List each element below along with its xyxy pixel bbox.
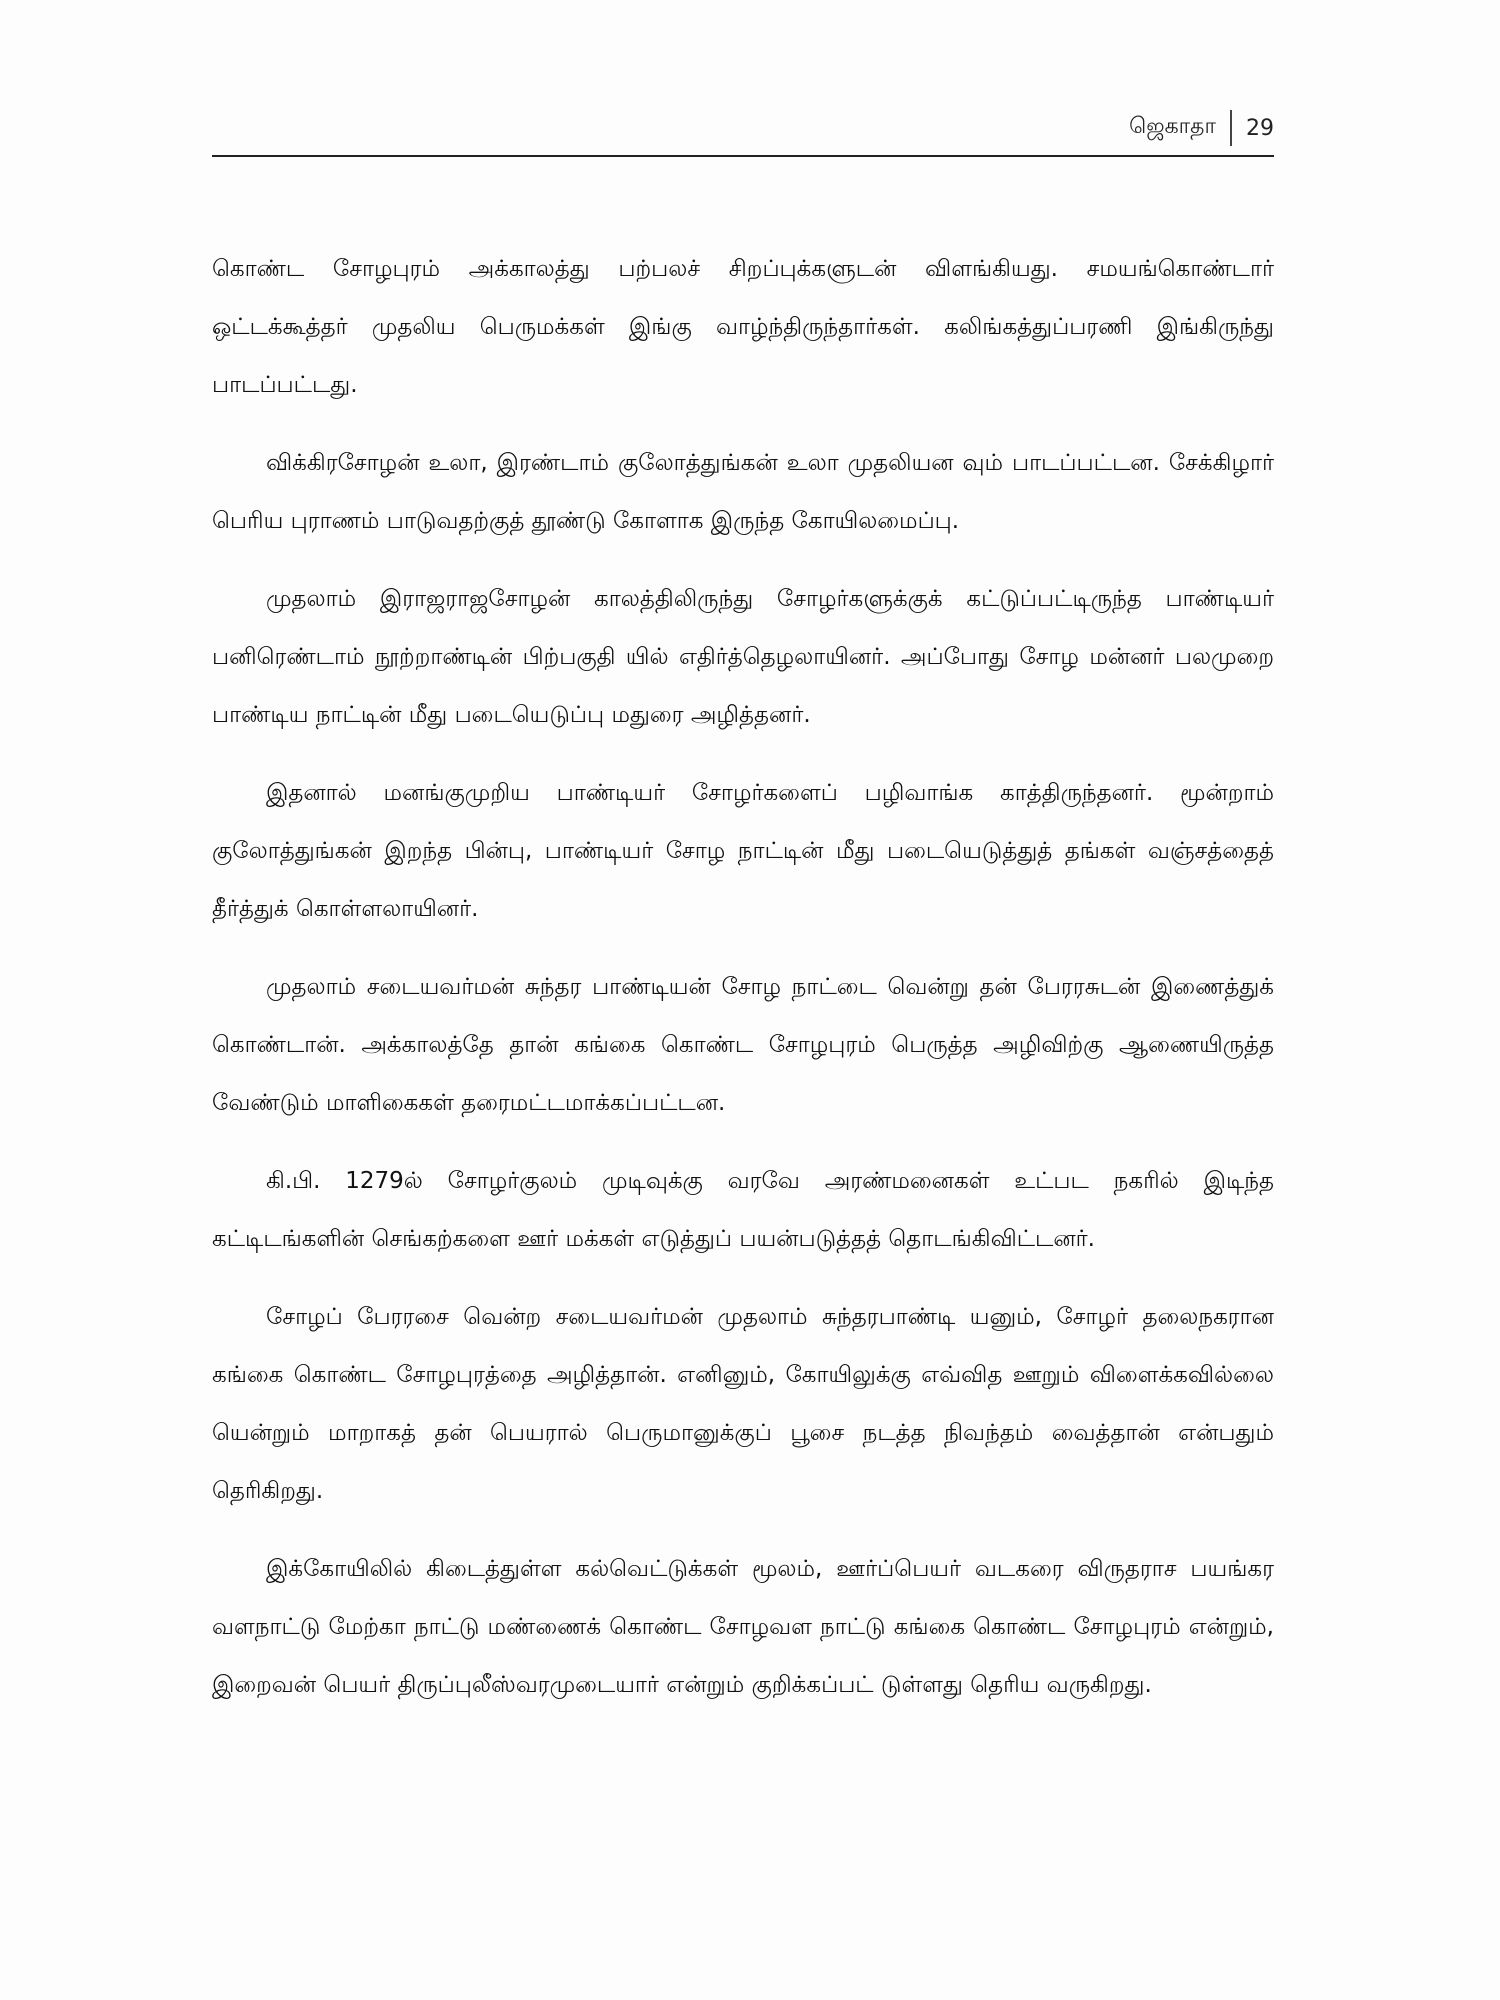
paragraph-3: முதலாம் இராஜராஜசோழன் காலத்திலிருந்து சோழர்களுக்குக் கட்டுப்பட்டிருந்த பாண்டியர் பனிரெண்டாம் நூற்றாண்டின் பிற்பகுதி யில் எதிர்த்தெழலாயினர். அப்போது சோழ மன்னர் பலமுறை பாண்டிய நாட்டின் மீது படையெடுப்பு மதுரை அழித்தனர்.: [212, 586, 1274, 728]
body-text: [212, 240, 1274, 1734]
paragraph-7: சோழப் பேரரசை வென்ற சடையவர்மன் முதலாம் சுந்தரபாண்டி யனும், சோழர் தலைநகரான கங்கை கொண்ட சோழபுரத்தை அழித்தான். எனினும், கோயிலுக்கு எவ்வித ஊறும் விளைக்கவில்லை யென்றும் மாறாகத் தன் பெயரால் பெருமானுக்குப் பூசை நடத்த நிவந்தம் வைத்தான் என்பதும் தெரிகிறது.: [212, 1304, 1274, 1504]
header-separator: [1230, 110, 1232, 146]
paragraph-4: இதனால் மனங்குமுறிய பாண்டியர் சோழர்களைப் பழிவாங்க காத்திருந்தனர். மூன்றாம் குலோத்துங்கன் இறந்த பின்பு, பாண்டியர் சோழ நாட்டின் மீது படையெடுத்துத் தங்கள் வஞ்சத்தைத் தீர்த்துக் கொள்ளலாயினர்.: [212, 780, 1274, 922]
paragraph-6: கி.பி. 1279ல் சோழர்குலம் முடிவுக்கு வரவே அரண்மனைகள் உட்பட நகரில் இடிந்த கட்டிடங்களின் செங்கற்களை ஊர் மக்கள் எடுத்துப் பயன்படுத்தத் தொடங்கிவிட்டனர்.: [212, 1168, 1274, 1252]
paragraph-2: விக்கிரசோழன் உலா, இரண்டாம் குலோத்துங்கன் உலா முதலியன வும் பாடப்பட்டன. சேக்கிழார் பெரிய புராணம் பாடுவதற்குத் தூண்டு கோளாக இருந்த கோயிலமைப்பு.: [212, 450, 1274, 534]
page-number: 29: [1246, 115, 1274, 141]
paragraph-1: கொண்ட சோழபுரம் அக்காலத்து பற்பலச் சிறப்புக்களுடன் விளங்கியது. சமயங்கொண்டார் ஒட்டக்கூத்தர் முதலிய பெருமக்கள் இங்கு வாழ்ந்திருந்தார்கள். கலிங்கத்துப்பரணி இங்கிருந்து பாடப்பட்டது.: [212, 256, 1274, 398]
running-header: [212, 108, 1274, 148]
running-header-title: ஜெகாதா: [1129, 114, 1216, 139]
paragraph-8: இக்கோயிலில் கிடைத்துள்ள கல்வெட்டுக்கள் மூலம், ஊர்ப்பெயர் வடகரை விருதராச பயங்கர வளநாட்டு மேற்கா நாட்டு மண்ணைக் கொண்ட சோழவள நாட்டு கங்கை கொண்ட சோழபுரம் என்றும், இறைவன் பெயர் திருப்புலீஸ்வரமுடையார் என்றும் குறிக்கப்பட் டுள்ளது தெரிய வருகிறது.: [212, 1556, 1274, 1698]
header-rule: [212, 155, 1274, 157]
paragraph-5: முதலாம் சடையவர்மன் சுந்தர பாண்டியன் சோழ நாட்டை வென்று தன் பேரரசுடன் இணைத்துக் கொண்டான். அக்காலத்தே தான் கங்கை கொண்ட சோழபுரம் பெருத்த அழிவிற்கு ஆணையிருத்த வேண்டும் மாளிகைகள் தரைமட்டமாக்கப்பட்டன.: [212, 974, 1274, 1116]
